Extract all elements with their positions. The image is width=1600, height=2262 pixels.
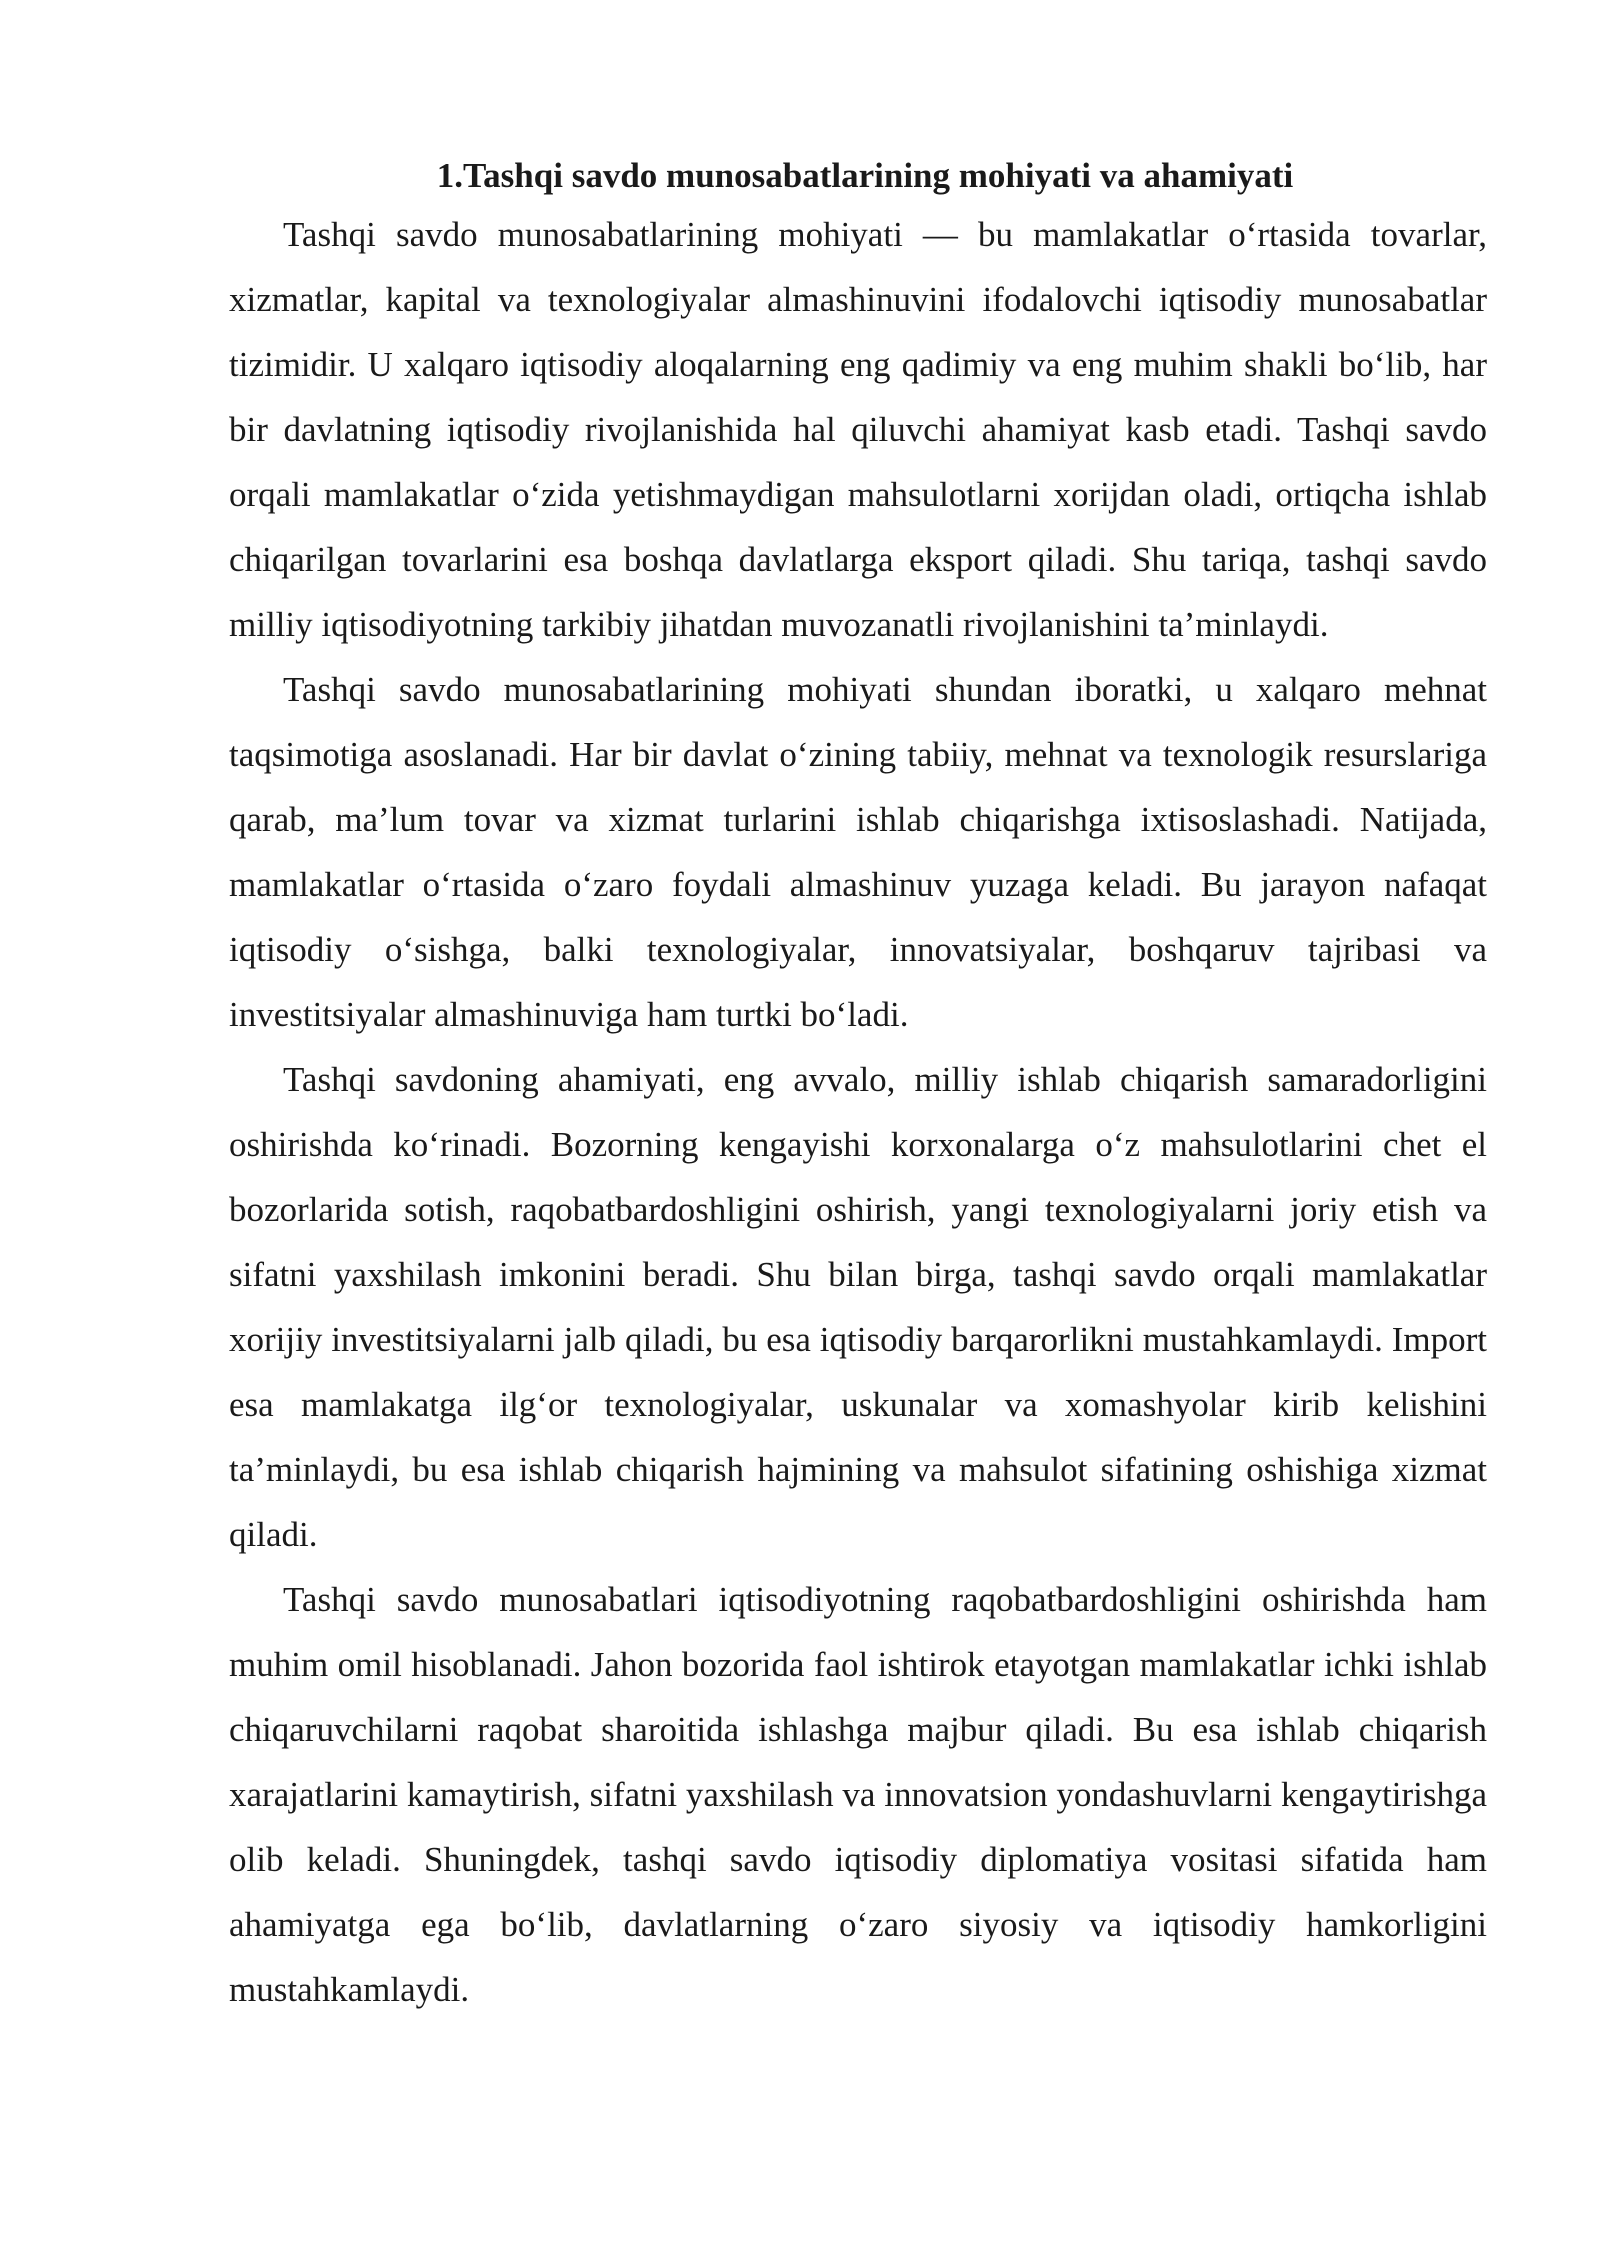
paragraph-1: Tashqi savdo munosabatlarining mohiyati — bu mamlakatlar o‘rtasida tovarlar, xizmatlar, kapital va texnologiyalar almashinuvini ifodalovchi iqtisodiy munosabatlar tizimidir. U xalqaro iqtisodiy aloqalarning eng qadimiy va eng muhim shakli bo‘lib, har bir davlatning iqtisodiy rivojlanishida hal qiluvchi ahamiyat kasb etadi. Tashqi savdo orqali mamlakatlar o‘zida yetishmaydigan mahsulotlarni xorijdan oladi, ortiqcha ishlab chiqarilgan tovarlarini esa boshqa davlatlarga eksport qiladi. Shu tariqa, tashqi savdo milliy iqtisodiyotning tarkibiy jihatdan muvozanatli rivojlanishini ta’minlaydi.	[229, 215, 1487, 644]
document-page	[229, 150, 1487, 2022]
paragraph-3: Tashqi savdoning ahamiyati, eng avvalo, milliy ishlab chiqarish samaradorligini oshirishda ko‘rinadi. Bozorning kengayishi korxonalarga o‘z mahsulotlarini chet el bozorlarida sotish, raqobatbardoshligini oshirish, yangi texnologiyalarni joriy etish va sifatni yaxshilash imkonini beradi. Shu bilan birga, tashqi savdo orqali mamlakatlar xorijiy investitsiyalarni jalb qiladi, bu esa iqtisodiy barqarorlikni mustahkamlaydi. Import esa mamlakatga ilg‘or texnologiyalar, uskunalar va xomashyolar kirib kelishini ta’minlaydi, bu esa ishlab chiqarish hajmining va mahsulot sifatining oshishiga xizmat qiladi.	[229, 1060, 1487, 1554]
paragraph-2: Tashqi savdo munosabatlarining mohiyati shundan iboratki, u xalqaro mehnat taqsimotiga asoslanadi. Har bir davlat o‘zining tabiiy, mehnat va texnologik resurslariga qarab, ma’lum tovar va xizmat turlarini ishlab chiqarishga ixtisoslashadi. Natijada, mamlakatlar o‘rtasida o‘zaro foydali almashinuv yuzaga keladi. Bu jarayon nafaqat iqtisodiy o‘sishga, balki texnologiyalar, innovatsiyalar, boshqaruv tajribasi va investitsiyalar almashinuviga ham turtki bo‘ladi.	[229, 670, 1487, 1034]
section-heading: 1.Tashqi savdo munosabatlarining mohiyati va ahamiyati	[436, 156, 1294, 195]
paragraph-4: Tashqi savdo munosabatlari iqtisodiyotning raqobatbardoshligini oshirishda ham muhim omil hisoblanadi. Jahon bozorida faol ishtirok etayotgan mamlakatlar ichki ishlab chiqaruvchilarni raqobat sharoitida ishlashga majbur qiladi. Bu esa ishlab chiqarish xarajatlarini kamaytirish, sifatni yaxshilash va innovatsion yondashuvlarni kengaytirishga olib keladi. Shuningdek, tashqi savdo iqtisodiy diplomatiya vositasi sifatida ham ahamiyatga ega bo‘lib, davlatlarning o‘zaro siyosiy va iqtisodiy hamkorligini mustahkamlaydi.	[229, 1580, 1487, 2009]
